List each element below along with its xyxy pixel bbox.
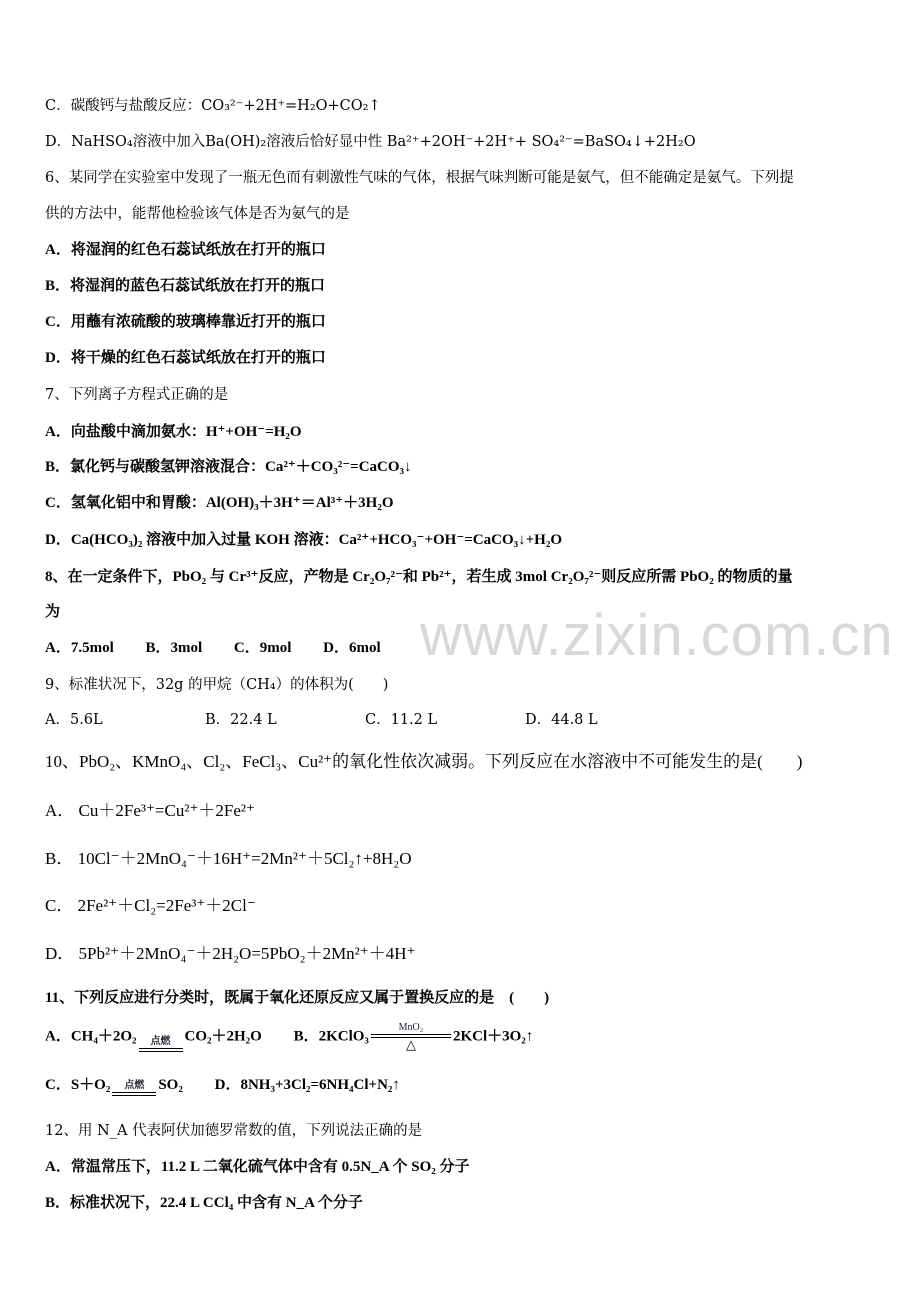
q8-options bbox=[45, 638, 381, 658]
q6-stem-line1: 6、某同学在实验室中发现了一瓶无色而有刺激性气味的气体，根据气味判断可能是氨气，但不能确定是氨气。下列提 bbox=[45, 170, 794, 186]
reaction-condition-catalyst-heat: MnO₂ △ bbox=[371, 1022, 451, 1052]
q9-option-b: B．22.4 L bbox=[205, 712, 277, 728]
q9-option-c: C．11.2 L bbox=[365, 712, 438, 728]
q11-option-b-reactants: B．2KClO₃ bbox=[293, 1028, 369, 1045]
q5-option-c: C．碳酸钙与盐酸反应：CO₃²⁻+2H⁺=H₂O+CO₂↑ bbox=[45, 98, 381, 114]
q11-options-ab bbox=[45, 1022, 533, 1052]
watermark: www.zixin.com.cn bbox=[420, 603, 894, 668]
q12-option-a: A．常温常压下，11.2 L 二氧化硫气体中含有 0.5N_A 个 SO₂ 分子 bbox=[45, 1159, 470, 1175]
q7-option-d: D．Ca(HCO₃)₂ 溶液中加入过量 KOH 溶液：Ca²⁺+HCO₃⁻+OH⁻=CaCO₃↓+H₂O bbox=[45, 532, 563, 548]
q6-option-c: C．用蘸有浓硫酸的玻璃棒靠近打开的瓶口 bbox=[45, 314, 326, 330]
reaction-condition-ignite: 点燃 bbox=[112, 1080, 156, 1096]
q9-stem: 9、标准状况下，32g 的甲烷（CH₄）的体积为( ) bbox=[45, 677, 389, 693]
q11-option-b-products: 2KCl＋3O₂↑ bbox=[452, 1028, 534, 1045]
q9-options bbox=[45, 710, 598, 730]
q7-stem: 7、下列离子方程式正确的是 bbox=[45, 387, 229, 403]
q10-option-c: C． 2Fe²⁺＋Cl₂=2Fe³⁺＋2Cl⁻ bbox=[45, 896, 256, 915]
reaction-condition-ignite: 点燃 bbox=[139, 1036, 183, 1052]
q11-option-a-products: CO₂＋2H₂O bbox=[184, 1028, 262, 1045]
q12-option-b: B．标准状况下，22.4 L CCl₄ 中含有 N_A 个分子 bbox=[45, 1195, 363, 1211]
q12-stem: 12、用 N_A 代表阿伏加德罗常数的值，下列说法正确的是 bbox=[45, 1123, 423, 1139]
q10-option-a: A． Cu＋2Fe³⁺=Cu²⁺＋2Fe²⁺ bbox=[45, 801, 256, 820]
q7-option-a: A．向盐酸中滴加氨水：H⁺+OH⁻=H₂O bbox=[45, 424, 302, 440]
q10-option-b: B． 10Cl⁻＋2MnO₄⁻＋16H⁺=2Mn²⁺＋5Cl₂↑+8H₂O bbox=[45, 849, 412, 868]
q6-stem-line2: 供的方法中，能帮他检验该气体是否为氨气的是 bbox=[45, 206, 350, 222]
q8-option-c: C．9mol bbox=[233, 640, 292, 656]
q11-option-c-reactants: C．S＋O₂ bbox=[45, 1077, 111, 1093]
q8-stem-line1: 8、在一定条件下，PbO₂ 与 Cr³⁺反应，产物是 Cr₂O₇²⁻和 Pb²⁺，若生成 3mol Cr₂O₇²⁻则反应所需 PbO₂ 的物质的量 bbox=[45, 569, 793, 585]
q6-option-d: D．将干燥的红色石蕊试纸放在打开的瓶口 bbox=[45, 350, 326, 366]
q11-option-a-reactants: A．CH₄＋2O₂ bbox=[45, 1028, 137, 1045]
q7-option-b: B．氯化钙与碳酸氢钾溶液混合：Ca²⁺＋CO₃²⁻=CaCO₃↓ bbox=[45, 459, 412, 475]
q7-option-c: C．氢氧化铝中和胃酸：Al(OH)₃＋3H⁺＝Al³⁺＋3H₂O bbox=[45, 495, 394, 511]
q8-option-a: A．7.5mol bbox=[45, 640, 114, 656]
q9-option-a: A．5.6L bbox=[45, 712, 103, 728]
q5-option-d: D．NaHSO₄溶液中加入Ba(OH)₂溶液后恰好显中性 Ba²⁺+2OH⁻+2H⁺+ SO₄²⁻=BaSO₄↓+2H₂O bbox=[45, 134, 696, 150]
q11-option-c-products: SO₂ bbox=[158, 1077, 183, 1093]
q11-options-cd bbox=[45, 1074, 400, 1096]
q9-option-d: D．44.8 L bbox=[525, 712, 598, 728]
q8-stem-line2: 为 bbox=[45, 604, 61, 620]
q10-option-d: D． 5Pb²⁺＋2MnO₄⁻＋2H₂O=5PbO₂＋2Mn²⁺＋4H⁺ bbox=[45, 944, 416, 963]
q10-stem: 10、PbO₂、KMnO₄、Cl₂、FeCl₃、Cu²⁺的氧化性依次减弱。下列反应在水溶液中不可能发生的是( ) bbox=[45, 752, 803, 771]
q8-option-d: D．6mol bbox=[323, 640, 381, 656]
q8-option-b: B．3mol bbox=[145, 640, 203, 656]
q6-option-a: A．将湿润的红色石蕊试纸放在打开的瓶口 bbox=[45, 242, 326, 258]
q11-stem: 11、下列反应进行分类时，既属于氧化还原反应又属于置换反应的是 ( ) bbox=[45, 990, 550, 1006]
q6-option-b: B．将湿润的蓝色石蕊试纸放在打开的瓶口 bbox=[45, 278, 326, 294]
q11-option-d: D．8NH₃+3Cl₂=6NH₄Cl+N₂↑ bbox=[214, 1077, 400, 1093]
